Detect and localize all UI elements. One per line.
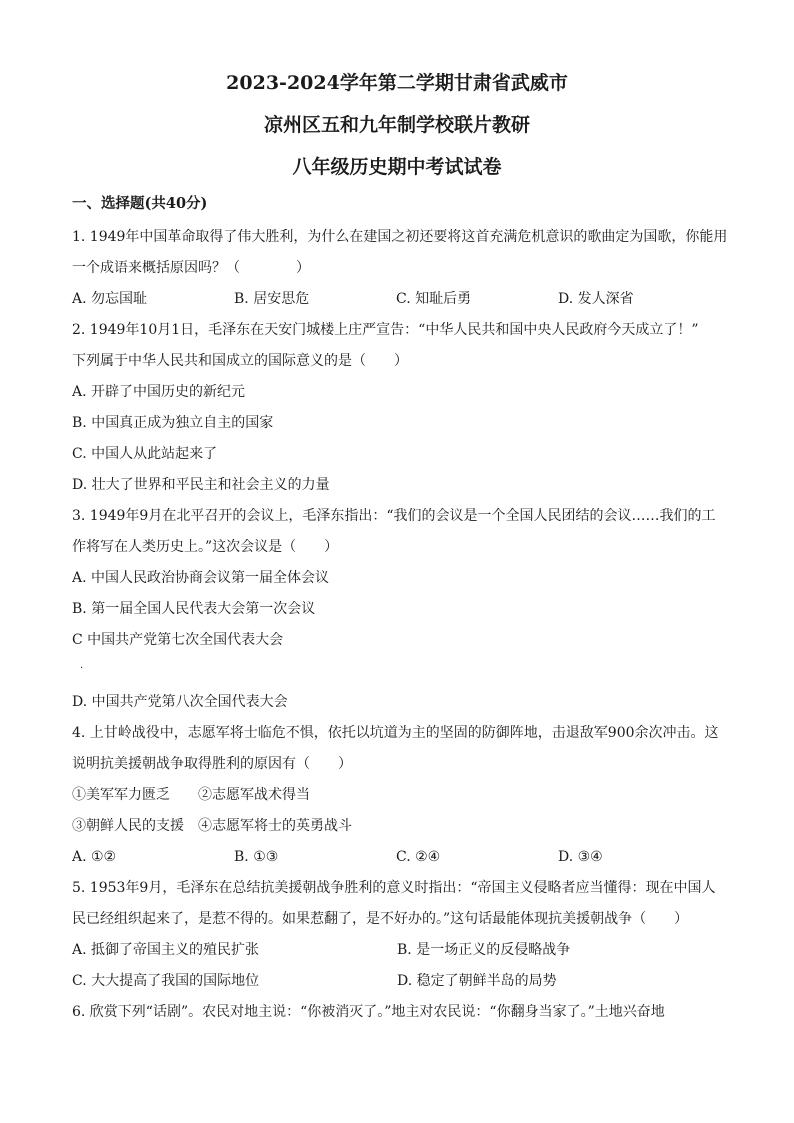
question-stem-line: 下列属于中华人民共和国成立的国际意义的是（ ） <box>72 353 408 369</box>
option-c: C. 中国人从此站起来了 <box>72 446 218 462</box>
option-b: B. 第一届全国人民代表大会第一次会议 <box>72 601 316 617</box>
options-row <box>72 966 722 997</box>
option-d: D. ③④ <box>558 849 603 865</box>
question-2 <box>72 315 722 501</box>
options-row <box>72 284 722 315</box>
option-a: A. 中国人民政治协商会议第一届全体会议 <box>72 570 330 586</box>
option-a: A. ①② <box>72 849 117 865</box>
option-a: A. 开辟了中国历史的新纪元 <box>72 384 246 400</box>
option-b: B. 中国真正成为独立自主的国家 <box>72 415 274 431</box>
question-stem-line: 6. 欣赏下列“话剧”。农民对地主说：“你被消灭了。”地主对农民说：“你翻身当家了。”土地兴奋地 <box>72 1004 665 1020</box>
title-line-1: 2023-2024学年第二学期甘肃省武威市 <box>226 72 568 94</box>
question-3 <box>72 501 722 718</box>
option-c: C. 知耻后勇 <box>396 291 472 307</box>
question-stem-line: 4. 上甘岭战役中，志愿军将士临危不惧，依托以坑道为主的坚固的防御阵地，击退敌军900余次冲击。这 <box>72 725 719 741</box>
section-heading: 一、选择题(共40分) <box>72 195 208 212</box>
title-line-3: 八年级历史期中考试试卷 <box>292 156 502 178</box>
option-a: A. 抵御了帝国主义的殖民扩张 <box>72 942 260 958</box>
option-b: B. 居安思危 <box>234 291 310 307</box>
question-stem-line: 5. 1953年9月，毛泽东在总结抗美援朝战争胜利的意义时指出：“帝国主义侵略者应当懂得：现在中国人 <box>72 880 716 896</box>
option-b: B. ①③ <box>234 849 279 865</box>
option-c: C. ②④ <box>396 849 441 865</box>
option-b: B. 是一场正义的反侵略战争 <box>397 942 571 958</box>
option-d: D. 壮大了世界和平民主和社会主义的力量 <box>72 477 330 493</box>
question-stem-line: 1. 1949年中国革命取得了伟大胜利，为什么在建国之初还要将这首充满危机意识的歌曲定为国歌，你能用 <box>72 229 728 245</box>
question-6 <box>72 997 722 1028</box>
question-stem-line: 3. 1949年9月在北平召开的会议上，毛泽东指出：“我们的会议是一个全国人民团结的会议……我们的工 <box>72 508 716 524</box>
title-line-2: 凉州区五和九年制学校联片教研 <box>263 114 530 136</box>
question-stem-line: 一个成语来概括原因吗？（ ） <box>72 260 310 276</box>
option-c: C 中国共产党第七次全国代表大会 <box>72 632 284 648</box>
options-row <box>72 842 722 873</box>
option-d: D. 中国共产党第八次全国代表大会 <box>72 694 288 710</box>
question-stem-line: 说明抗美援朝战争取得胜利的原因有（ ） <box>72 756 352 772</box>
question-list <box>72 222 728 1028</box>
option-c: C. 大大提高了我国的国际地位 <box>72 973 260 989</box>
statement-items: ③朝鲜人民的支援 ④志愿军将士的英勇战斗 <box>72 818 352 834</box>
options-row <box>72 935 722 966</box>
statement-items: ①美军军力匮乏 ②志愿军战术得当 <box>72 787 310 803</box>
question-stem-line: 民已经组织起来了，是惹不得的。如果惹翻了，是不好办的。”这句话最能体现抗美援朝战争（ ） <box>72 911 689 927</box>
question-stem-line: 作将写在人类历史上。”这次会议是（ ） <box>72 539 339 555</box>
question-4 <box>72 718 722 873</box>
stray-dot: . <box>80 660 84 671</box>
question-1 <box>72 222 728 315</box>
stray-mark-line <box>72 656 722 687</box>
option-d: D. 发人深省 <box>558 291 634 307</box>
option-a: A. 勿忘国耻 <box>72 291 148 307</box>
option-d: D. 稳定了朝鲜半岛的局势 <box>397 973 557 989</box>
question-5 <box>72 873 722 997</box>
question-stem-line: 2. 1949年10月1日，毛泽东在天安门城楼上庄严宣告：“中华人民共和国中央人民政府今天成立了！” <box>72 322 699 338</box>
